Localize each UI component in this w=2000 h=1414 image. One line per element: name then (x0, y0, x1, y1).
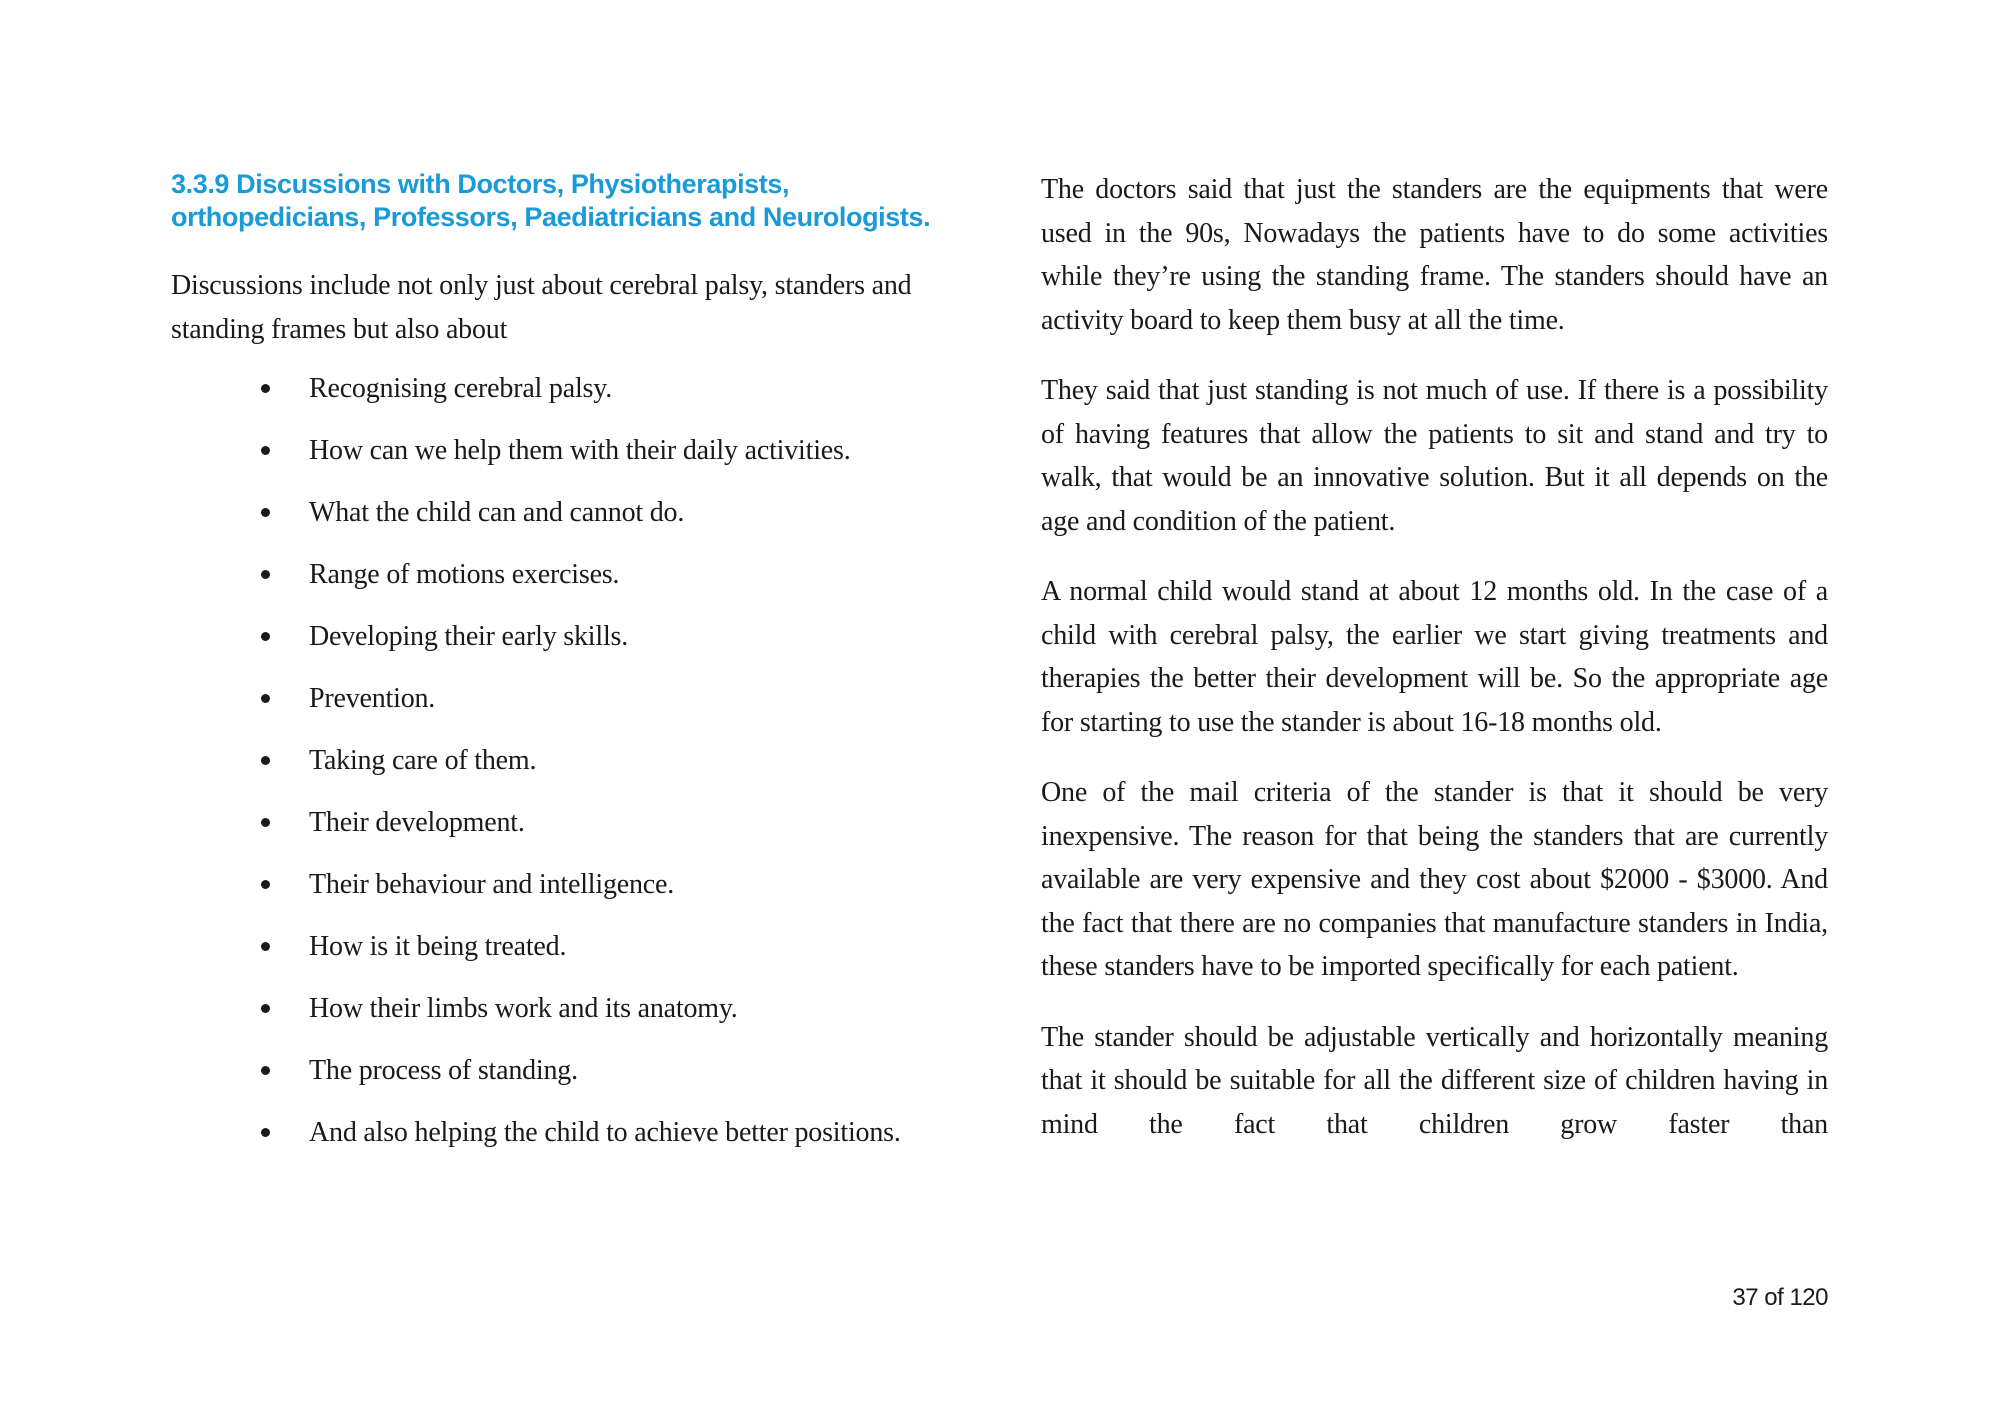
list-item (171, 371, 961, 433)
intro-paragraph: Discussions include not only just about cerebral palsy, standers and standing frames but also about (171, 270, 912, 345)
list-item (171, 681, 961, 743)
paragraph-appropriate-age: A normal child would stand at about 12 months old. In the case of a child with cerebral palsy, the earlier we start giving treatments and therapies the better their development will be. So the appropriate age for starting to use the stander is about 16-18 months old. (1041, 576, 1828, 738)
topics-list (171, 371, 961, 1177)
list-item-text: What the child can and cannot do. (309, 497, 685, 528)
bullet-icon (261, 384, 270, 393)
paragraph-adjustability: The stander should be adjustable vertically and horizontally meaning that it should be suitable for all the different size of children having in mind the fact that children grow faster than (1041, 1021, 1828, 1140)
list-item-text: How is it being treated. (309, 931, 567, 962)
list-item-text: How can we help them with their daily activities. (309, 435, 851, 466)
list-item (171, 1115, 961, 1177)
list-item-text: Range of motions exercises. (309, 559, 620, 590)
bullet-icon (261, 756, 270, 765)
list-item (171, 929, 961, 991)
list-item (171, 619, 961, 681)
list-item-text: Prevention. (309, 683, 436, 714)
left-column (171, 168, 961, 1177)
list-item (171, 495, 961, 557)
bullet-icon (261, 1004, 270, 1013)
paragraph-standing-features: They said that just standing is not much of use. If there is a possibility of having features that allow the patients to sit and stand and try to walk, that would be an innovative solution. But it all depends on the age and condition of the patient. (1041, 375, 1828, 537)
list-item-text: Recognising cerebral palsy. (309, 373, 613, 404)
page-number: 37 of 120 (1732, 1284, 1828, 1311)
paragraph-equipment-activities: The doctors said that just the standers are the equipments that were used in the 90s, Nowadays the patients have to do some activities while they’re using the standing frame. The standers should have an activity board to keep them busy at all the time. (1041, 174, 1828, 336)
list-item-text: And also helping the child to achieve better positions. (309, 1117, 901, 1148)
bullet-icon (261, 942, 270, 951)
bullet-icon (261, 1066, 270, 1075)
list-item (171, 1053, 961, 1115)
list-item (171, 557, 961, 619)
list-item-text: Their development. (309, 807, 525, 838)
bullet-icon (261, 818, 270, 827)
bullet-icon (261, 880, 270, 889)
list-item (171, 867, 961, 929)
bullet-icon (261, 570, 270, 579)
bullet-icon (261, 446, 270, 455)
bullet-icon (261, 508, 270, 517)
list-item-text: The process of standing. (309, 1055, 578, 1086)
list-item-text: Taking care of them. (309, 745, 537, 776)
bullet-icon (261, 694, 270, 703)
paragraph-cost-criteria: One of the mail criteria of the stander is that it should be very inexpensive. The reason for that being the standers that are currently available are very expensive and they cost about $2000 - $3000. And the fact that there are no companies that manufacture standers in India, these standers have to be imported specifically for each patient. (1041, 777, 1828, 982)
list-item (171, 433, 961, 495)
list-item (171, 991, 961, 1053)
bullet-icon (261, 632, 270, 641)
list-item (171, 743, 961, 805)
list-item-text: Developing their early skills. (309, 621, 629, 652)
list-item-text: Their behaviour and intelligence. (309, 869, 675, 900)
right-column (1041, 168, 1828, 1173)
list-item (171, 805, 961, 867)
list-item-text: How their limbs work and its anatomy. (309, 993, 738, 1024)
bullet-icon (261, 1128, 270, 1137)
section-heading: 3.3.9 Discussions with Doctors, Physiotherapists, orthopedicians, Professors, Paediatricians and Neurologists. (171, 169, 931, 232)
